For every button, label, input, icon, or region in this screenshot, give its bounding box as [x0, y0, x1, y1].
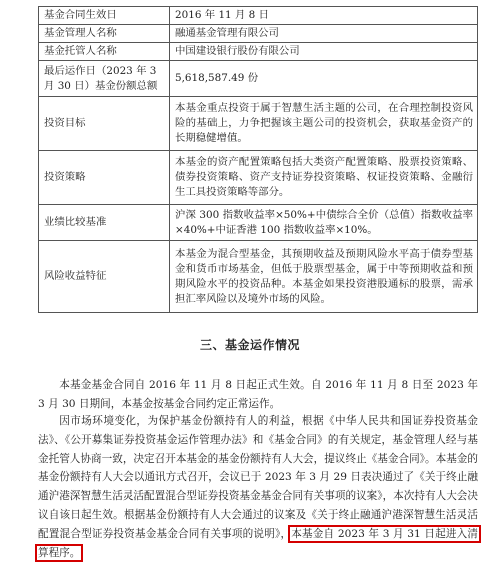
- fund-info-table: [38, 6, 478, 313]
- row-label: 投资目标: [39, 97, 170, 151]
- row-value: 本基金为混合型基金，其预期收益及预期风险水平高于债券型基金和货币市场基金，但低于股票型基金，属于中等预期收益和预期风险水平的投资品种。本基金如果投资港股通标的股票，需承担汇率风险以及境外市场的风险。: [170, 241, 478, 313]
- row-value: 沪深 300 指数收益率×50%+中债综合全价（总值）指数收益率×40%+中证香港 100 指数收益率×10%。: [170, 205, 478, 241]
- row-label: 投资策略: [39, 151, 170, 205]
- table-row: [39, 7, 478, 25]
- table-row: [39, 151, 478, 205]
- row-label: 业绩比较基准: [39, 205, 170, 241]
- table-row: [39, 241, 478, 313]
- section-title: 三、基金运作情况: [199, 338, 300, 352]
- paragraph-main-text: 因市场环境变化，为保护基金份额持有人的利益，根据《中华人民共和国证券投资基金法》、《公开募集证券投资基金运作管理办法》和《基金合同》的有关规定，基金管理人经与基金托管人协商一致，决定召开本基金的基金份额持有人大会，提议终止《基金合同》。本基金的基金份额持有人大会以通讯方式召开，会议已于 2023 年 3 月 29 日表决通过了《关于终止融通沪港深智慧生活灵活配置混合型证券投资基金基金合同有关事项的议案》，本次持有人大会决议自该日起生效。根据基金份额持有人大会通过的议案及《关于终止融通沪港深智慧生活灵活配置混合型证券投资基金基金合同有关事项的说明》，: [38, 415, 478, 540]
- row-label: 基金托管人名称: [39, 43, 170, 61]
- table-row: [39, 43, 478, 61]
- row-value: 5,618,587.49 份: [170, 61, 478, 97]
- table-row: [39, 97, 478, 151]
- row-label: 基金合同生效日: [39, 7, 170, 25]
- table-row: [39, 25, 478, 43]
- row-value: 融通基金管理有限公司: [170, 25, 478, 43]
- table-row: [39, 61, 478, 97]
- paragraph-contract-effective: 本基金基金合同自 2016 年 11 月 8 日起正式生效。自 2016 年 11 月 8 日至 2023 年 3 月 30 日期间，本基金按基金合同约定正常运作。: [38, 379, 478, 410]
- row-value: 本基金重点投资于属于智慧生活主题的公司，在合理控制投资风险的基础上，力争把握该主题公司的投资机会，获取基金资产的长期稳健增值。: [170, 97, 478, 151]
- row-label: 风险收益特征: [39, 241, 170, 313]
- row-label: 最后运作日（2023 年 3 月 30 日）基金份额总额: [39, 61, 170, 97]
- table-row: [39, 205, 478, 241]
- row-value: 2016 年 11 月 8 日: [170, 7, 478, 25]
- paragraph-liquidation: [38, 412, 478, 562]
- highlighted-liquidation-notice: 本基金自 2023 年 3 月 31 日起进入清算程序。: [38, 527, 478, 559]
- row-label: 基金管理人名称: [39, 25, 170, 43]
- row-value: 中国建设银行股份有限公司: [170, 43, 478, 61]
- row-value: 本基金的资产配置策略包括大类资产配置策略、股票投资策略、债券投资策略、资产支持证券投资策略、权证投资策略、金融衍生工具投资策略等部分。: [170, 151, 478, 205]
